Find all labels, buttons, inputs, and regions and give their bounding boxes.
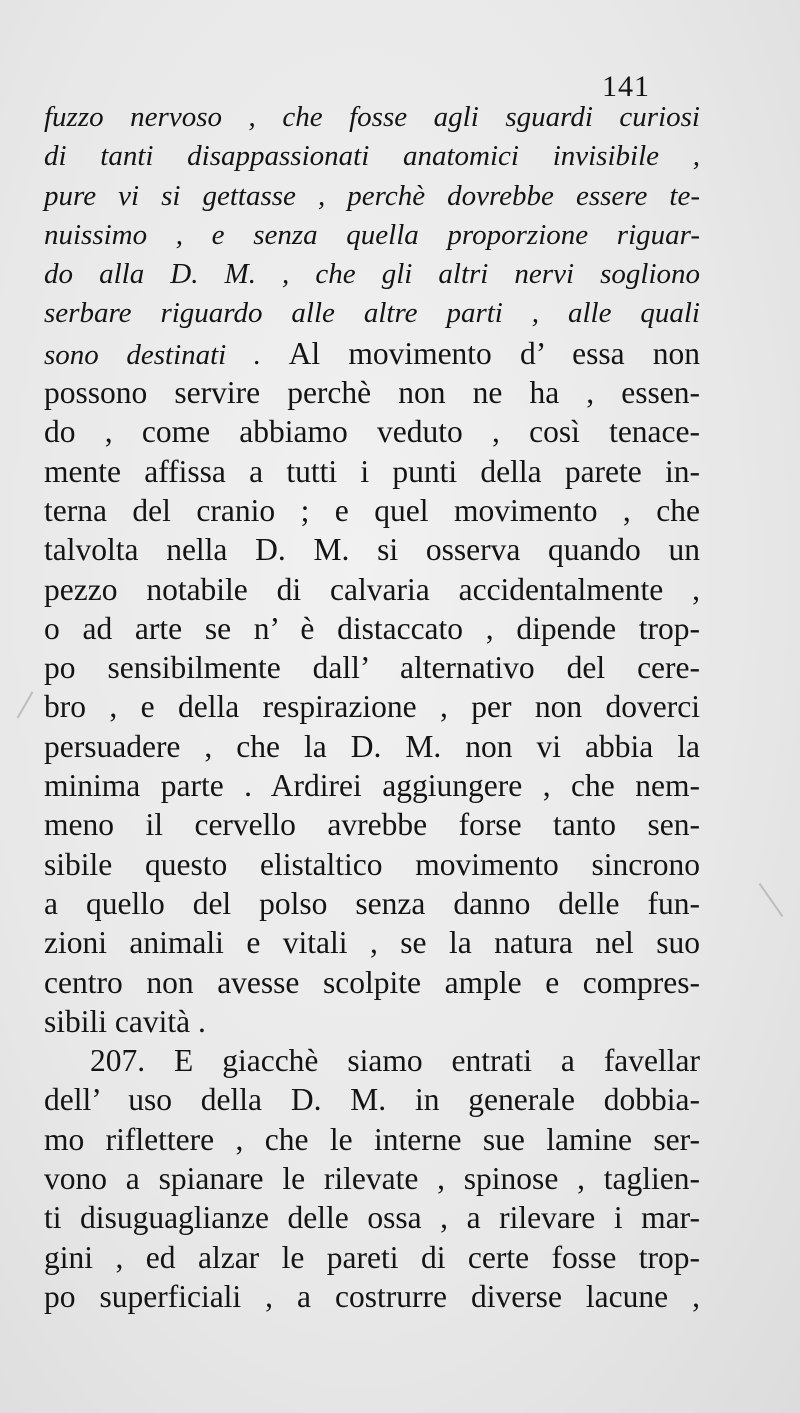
text-line: nuissimo , e senza quella proporzione riguar- xyxy=(44,218,700,251)
text-line: vono a spianare le rilevate , spinose , taglien- xyxy=(44,1161,700,1197)
text-line: dell’ uso della D. M. in generale dobbia- xyxy=(44,1082,700,1118)
text-line: 207. E giacchè siamo entrati a favellar xyxy=(90,1043,700,1079)
text-line: talvolta nella D. M. si osserva quando un xyxy=(44,532,700,568)
page-number: 141 xyxy=(602,70,650,103)
text-line: do alla D. M. , che gli altri nervi sogliono xyxy=(44,258,700,291)
text-line: terna del cranio ; e quel movimento , che xyxy=(44,492,700,528)
text-line: zioni animali e vitali , se la natura nel suo xyxy=(44,925,700,961)
text-line: pezzo notabile di calvaria accidentalmente , xyxy=(44,571,700,607)
text-line: a quello del polso senza danno delle fun- xyxy=(44,885,700,921)
page-edge-mark xyxy=(17,692,34,719)
text-line: bro , e della respirazione , per non doverci xyxy=(44,689,700,725)
text-line: possono servire perchè non ne ha , essen- xyxy=(44,375,700,411)
text-line: mo riflettere , che le interne sue lamine ser- xyxy=(44,1121,700,1157)
text-line: persuadere , che la D. M. non vi abbia la xyxy=(44,728,700,764)
text-line: o ad arte se n’ è distaccato , dipende trop- xyxy=(44,610,700,646)
text-line: po superficiali , a costrurre diverse lacune , xyxy=(44,1278,700,1314)
text-line: di tanti disappassionati anatomici invisibile , xyxy=(44,140,700,173)
text-line: po sensibilmente dall’ alternativo del cere- xyxy=(44,650,700,686)
text-line: pure vi si gettasse , perchè dovrebbe essere te- xyxy=(44,179,700,212)
text-line: meno il cervello avrebbe forse tanto sen- xyxy=(44,807,700,843)
text-line xyxy=(44,334,700,373)
text-line: do , come abbiamo veduto , così tenace- xyxy=(44,414,700,450)
text-line: serbare riguardo alle altre parti , alle quali xyxy=(44,297,700,330)
text-line: sibile questo elistaltico movimento sincrono xyxy=(44,846,700,882)
paragraph-207 xyxy=(44,1041,700,1316)
italic-run: sono destinati . xyxy=(44,338,289,371)
italic-passage xyxy=(44,98,700,373)
text-line: mente affissa a tutti i punti della parete in- xyxy=(44,453,700,489)
text-line: minima parte . Ardirei aggiungere , che nem- xyxy=(44,768,700,804)
text-line: ti disuguaglianze delle ossa , a rilevare i mar- xyxy=(44,1200,700,1236)
roman-run: Al movimento d’ essa non xyxy=(288,335,701,371)
text-line: gini , ed alzar le pareti di certe fosse trop- xyxy=(44,1239,700,1275)
text-line: sibili cavità . xyxy=(44,1003,206,1039)
text-line: centro non avesse scolpite ample e compres- xyxy=(44,964,700,1000)
body-text xyxy=(44,98,700,1316)
page-edge-mark xyxy=(759,883,784,917)
roman-passage xyxy=(44,373,700,1041)
text-line: fuzzo nervoso , che fosse agli sguardi curiosi xyxy=(44,101,700,133)
